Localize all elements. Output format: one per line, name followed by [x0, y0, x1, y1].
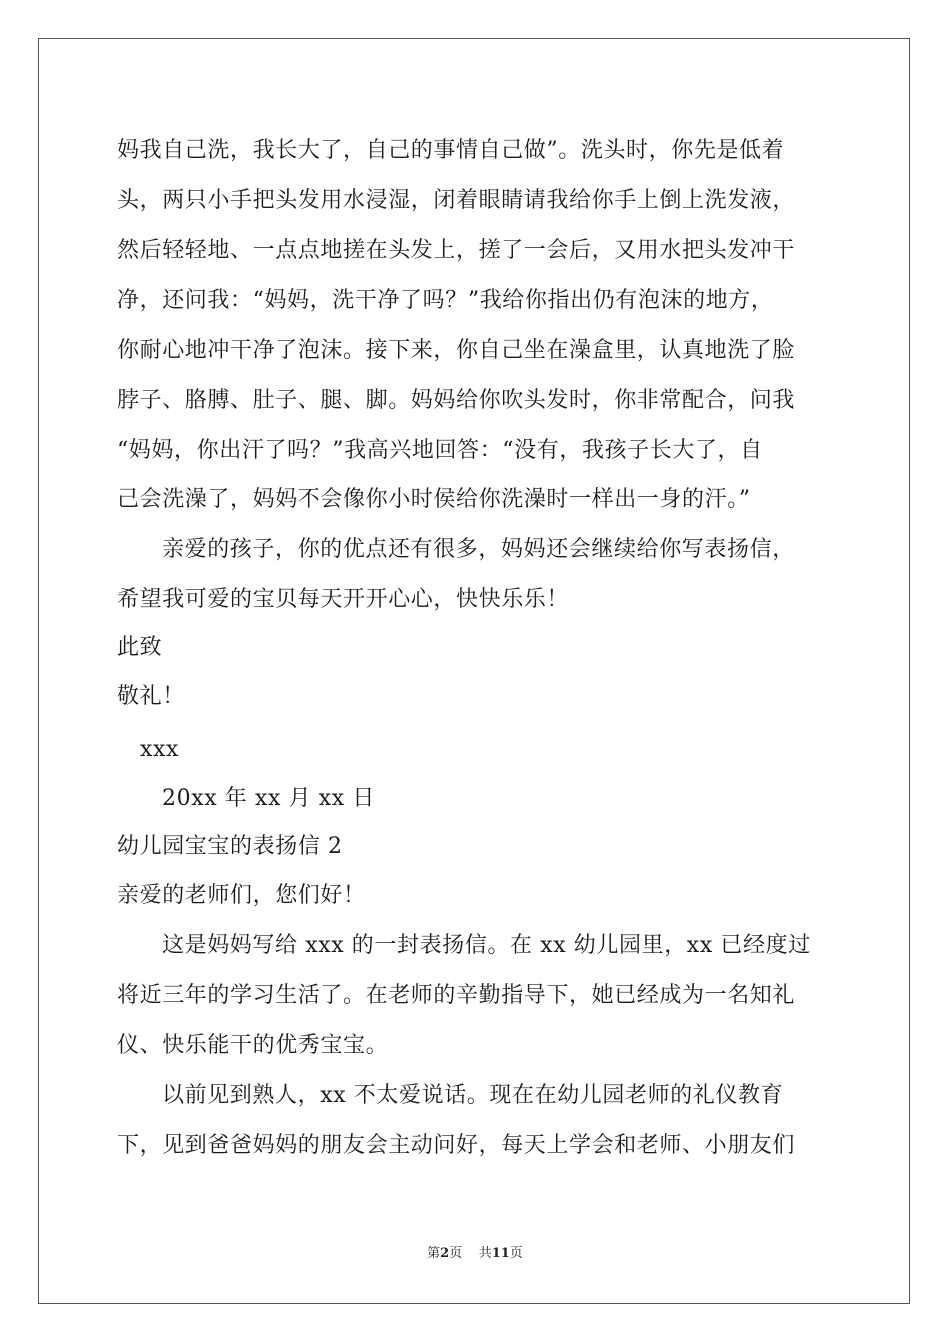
total-suffix: 页 — [509, 1246, 523, 1261]
closing-regards: 敬礼！ — [117, 684, 185, 709]
paragraph-line: 以前见到熟人，xx 不太爱说话。现在在幼儿园老师的礼仪教育 — [162, 1083, 784, 1108]
body-line: “妈妈，你出汗了吗？”我高兴地回答：“没有，我孩子长大了，自 — [117, 438, 763, 463]
body-line: 头，两只小手把头发用水浸湿，闭着眼睛请我给你手上倒上洗发液， — [117, 188, 796, 213]
page-word: 页 — [449, 1246, 463, 1261]
body-line: 你耐心地冲干净了泡沫。接下来，你自己坐在澡盒里，认真地洗了脸 — [117, 338, 796, 363]
body-line: 妈我自己洗，我长大了，自己的事情自己做”。洗头时，你先是低着 — [117, 138, 785, 163]
closing-salutation: 此致 — [117, 635, 163, 660]
total-pages: 11 — [491, 1246, 510, 1261]
body-line: 希望我可爱的宝贝每天开开心心，快快乐乐！ — [117, 587, 570, 612]
total-prefix: 共 — [478, 1246, 492, 1261]
greeting: 亲爱的老师们，您们好！ — [117, 883, 366, 908]
body-line: 仪、快乐能干的优秀宝宝。 — [117, 1033, 389, 1058]
body-line: 然后轻轻地、一点点地搓在头发上，搓了一会后，又用水把头发冲干 — [117, 238, 796, 263]
body-line: 净，还问我：“妈妈，洗干净了吗？”我给你指出仍有泡沫的地方， — [117, 288, 774, 313]
page-border — [38, 38, 910, 1304]
section-title: 幼儿园宝宝的表扬信 2 — [117, 834, 343, 859]
page-footer — [0, 1245, 950, 1263]
body-line: 将近三年的学习生活了。在老师的辛勤指导下，她已经成为一名知礼 — [117, 983, 796, 1008]
signature-date: 20xx 年 xx 月 xx 日 — [162, 786, 376, 811]
page-prefix: 第 — [427, 1246, 441, 1261]
body-line: 脖子、胳膊、肚子、腿、脚。妈妈给你吹头发时，你非常配合，问我 — [117, 388, 796, 413]
paragraph-line: 亲爱的孩子，你的优点还有很多，妈妈还会继续给你写表扬信， — [162, 537, 795, 562]
paragraph-line: 这是妈妈写给 xxx 的一封表扬信。在 xx 幼儿园里，xx 已经度过 — [162, 933, 811, 958]
page-number: 2 — [440, 1246, 450, 1261]
body-line: 己会洗澡了，妈妈不会像你小时侯给你洗澡时一样出一身的汗。” — [117, 487, 751, 512]
signature-name: xxx — [140, 737, 180, 762]
body-line: 下，见到爸爸妈妈的朋友会主动问好，每天上学会和老师、小朋友们 — [117, 1133, 796, 1158]
